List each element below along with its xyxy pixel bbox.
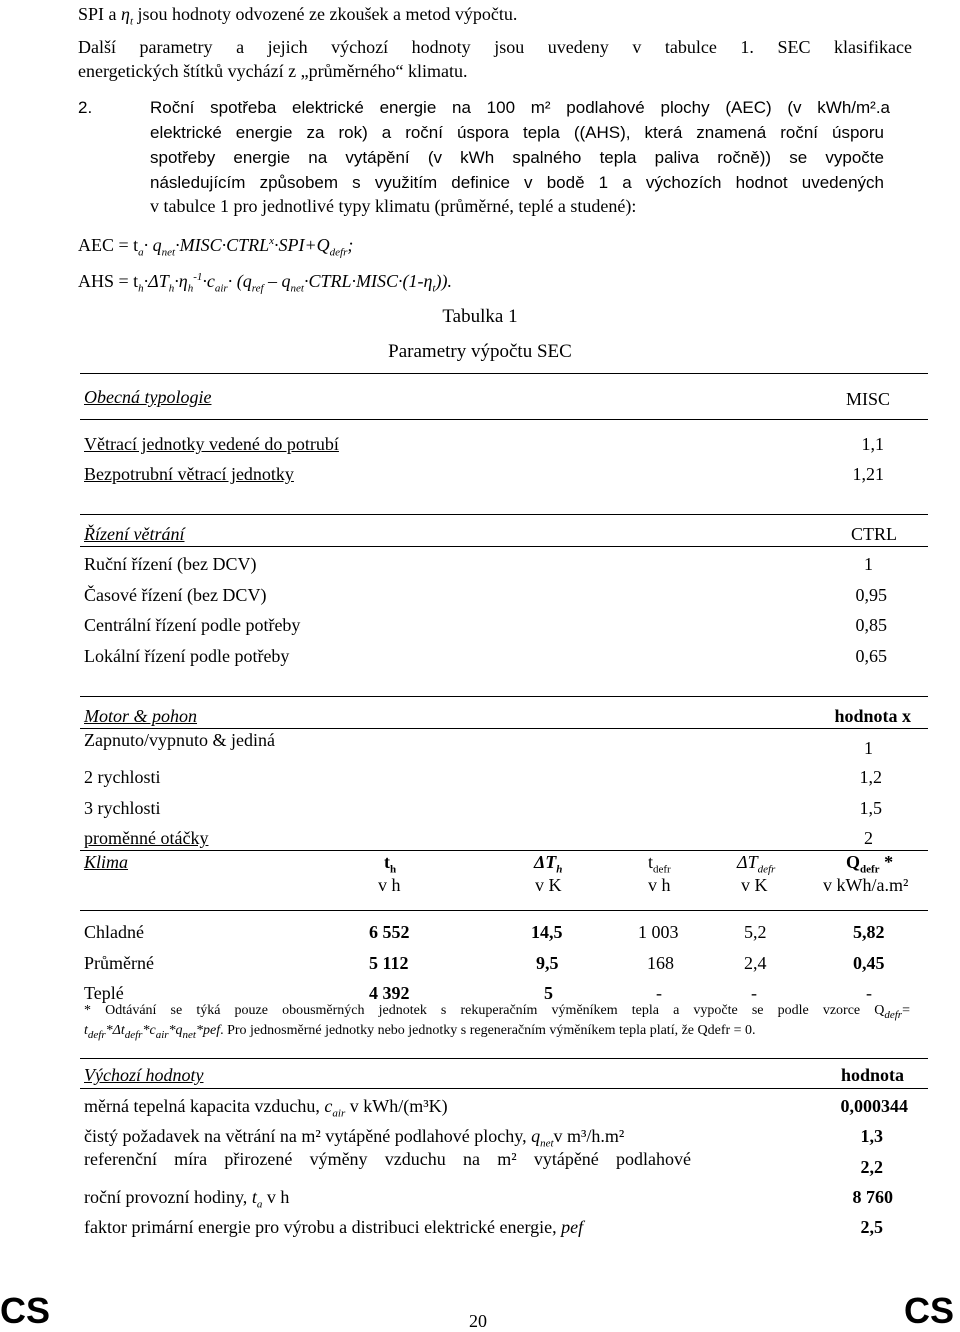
table-title: Parametry výpočtu SEC	[388, 341, 572, 362]
table-row-label: Větrací jednotky vedené do potrubí	[84, 434, 339, 454]
table-row-value: 2,5	[860, 1217, 883, 1237]
climate-header: Klima	[84, 852, 129, 872]
table-row-label: Centrální řízení podle potřeby	[84, 615, 301, 635]
table-row-value: 1	[864, 738, 873, 758]
table-row-label: Zapnuto/vypnuto & jediná	[84, 730, 275, 750]
table-cell: 2,4	[744, 953, 767, 973]
table-row-value: 1,5	[859, 798, 882, 818]
formula-aec: AEC = $t_a\cdot$ $q_{net}\cdot MISC\cdot CTRL^x\cdot SPI+Q_{defr}$;	[78, 235, 354, 259]
section-divider	[80, 546, 928, 547]
defaults-header: Výchozí hodnoty	[84, 1065, 204, 1085]
section-divider	[80, 419, 928, 420]
table-row-label: faktor primární energie pro výrobu a distribuci elektrické energie, pef	[84, 1217, 584, 1237]
table-cell: -	[751, 983, 757, 1003]
climate-unit-q: v kWh/a.m²	[823, 875, 909, 895]
table-row-value: 1,21	[852, 464, 884, 484]
section-divider	[80, 910, 928, 911]
table-cell: -	[866, 983, 872, 1003]
table-cell: 168	[647, 953, 674, 973]
item-line-5: v tabulce 1 pro jednotlivé typy klimatu (průměrné, teplé a studené):	[150, 196, 637, 216]
table-cell: 4 392	[369, 983, 410, 1003]
climate-unit-dtdefr: v K	[741, 875, 768, 895]
table-cell: 1 003	[638, 922, 679, 942]
section-divider	[80, 1058, 928, 1059]
climate-col-th: $t_h$	[384, 852, 397, 876]
control-value-header: CTRL	[850, 524, 897, 544]
intro-para-line-2: energetických štítků vychází z „průměrného“ klimatu.	[78, 61, 468, 81]
table-cell: -	[656, 983, 662, 1003]
table-row-value: 0,65	[855, 646, 887, 666]
climate-col-dtdefr: $\Delta T_{defr}$	[737, 852, 776, 876]
section-divider	[80, 373, 928, 374]
table-cell: 6 552	[369, 922, 410, 942]
intro-line-1: SPI a $\eta_t$ jsou hodnoty odvozené ze zkoušek a metod výpočtu.	[78, 4, 518, 28]
motor-value-header: hodnota x	[834, 706, 911, 726]
page-number: 20	[469, 1311, 487, 1331]
table-row-value: 0,85	[855, 615, 887, 635]
table-row-label: měrná tepelná kapacita vzduchu, $c_{air}$ v kWh/(m³K)	[84, 1096, 448, 1120]
typology-header: Obecná typologie	[84, 387, 212, 407]
table-cell: 5,2	[744, 922, 767, 942]
table-row-value: 0,000344	[840, 1096, 908, 1116]
formula-ahs: AHS = $t_h\cdot\Delta T_h\cdot\eta_h^{-1}\cdot c_{air}\cdot (q_{ref}$ – $q_{net}\cdot CTRL\cdot MISC\cdot(1-\eta_t)$).	[78, 271, 452, 295]
climate-unit-tdefr: v h	[648, 875, 671, 895]
section-divider	[80, 850, 928, 851]
table-row-label: roční provozní hodiny, $t_a$ v h	[84, 1187, 290, 1211]
table-row-label: Bezpotrubní větrací jednotky	[84, 464, 294, 484]
footer-language-left: CS	[0, 1290, 51, 1331]
table-row-label: 3 rychlosti	[84, 798, 161, 818]
table-caption: Tabulka 1	[442, 306, 518, 327]
table-row-value: 2,2	[860, 1157, 883, 1177]
typology-value-header: MISC	[846, 389, 891, 409]
item-line-1: Roční spotřeba elektrické energie na 100 m² podlahové plochy (AEC) (v kWh/m².a	[150, 98, 890, 117]
table-row-label: čistý požadavek na větrání na m² vytápěné podlahové plochy, $q_{net}v$ m³/h.m²	[84, 1126, 625, 1150]
climate-unit-dth: v K	[535, 875, 562, 895]
control-header: Řízení větrání	[84, 524, 185, 544]
table-cell: 0,45	[853, 953, 885, 973]
climate-unit-th: v h	[378, 875, 401, 895]
table-row-value: 2	[864, 828, 873, 848]
table-cell: 5	[544, 983, 553, 1003]
footer-language-right: CS	[904, 1290, 955, 1331]
table-row-label: Chladné	[84, 922, 144, 942]
table-row-value: 1,3	[860, 1126, 883, 1146]
footnote-line-1: * Odtávání se týká pouze obousměrných jednotek s rekuperačním výměníkem tepla a vypočte se podle vzorce $Q_{defr}=$	[84, 1003, 910, 1021]
table-row-value: 1	[864, 554, 873, 574]
table-row-value: 8 760	[852, 1187, 893, 1207]
item-line-2: elektrické energie za rok) a roční úspora tepla ((AHS), která znamená roční úsporu	[150, 123, 884, 142]
section-divider	[80, 1088, 928, 1089]
table-row-label: Teplé	[84, 983, 124, 1003]
table-row-label: proměnné otáčky	[84, 828, 209, 848]
motor-header: Motor & pohon	[84, 706, 198, 726]
table-row-value: 0,95	[855, 585, 887, 605]
table-row-label: Časové řízení (bez DCV)	[84, 585, 267, 605]
item-line-4: následujícím způsobem s využitím definice v bodě 1 a výchozích hodnot uvedených	[150, 173, 884, 192]
table-row-label: referenční míra přirozené výměny vzduchu na m² vytápěné podlahové	[84, 1149, 691, 1169]
item-number: 2.	[78, 98, 93, 117]
intro-para-line-1: Další parametry a jejich výchozí hodnoty jsou uvedeny v tabulce 1. SEC klasifikace	[78, 37, 912, 57]
table-cell: 5 112	[369, 953, 409, 973]
item-line-3: spotřeby energie na vytápění (v kWh spalného tepla paliva ročně)) se vypočte	[150, 148, 884, 167]
table-row-label: Ruční řízení (bez DCV)	[84, 554, 257, 574]
climate-col-dth: $\Delta T_h$	[534, 852, 563, 876]
table-cell: 14,5	[531, 922, 563, 942]
section-divider	[80, 514, 928, 515]
table-row-label: 2 rychlosti	[84, 767, 161, 787]
climate-col-tdefr: $t_{defr}$	[648, 852, 671, 876]
section-divider	[80, 728, 928, 729]
table-cell: 5,82	[853, 922, 885, 942]
climate-col-q: $Q_{defr}$ *	[846, 852, 894, 876]
table-row-value: 1,2	[859, 767, 882, 787]
table-row-label: Lokální řízení podle potřeby	[84, 646, 290, 666]
defaults-value-header: hodnota	[840, 1065, 904, 1085]
table-row-value: 1,1	[861, 434, 884, 454]
section-divider	[80, 696, 928, 697]
table-cell: 9,5	[536, 953, 559, 973]
footnote-line-2: $t_{defr}*\Delta t_{defr}*c_{air}*q_{net}*pef$. Pro jednosměrné jednotky nebo jednotky s regeneračním výměníkem tepla platí, že Qdefr = 0.	[84, 1023, 756, 1041]
table-row-label: Průměrné	[84, 953, 154, 973]
